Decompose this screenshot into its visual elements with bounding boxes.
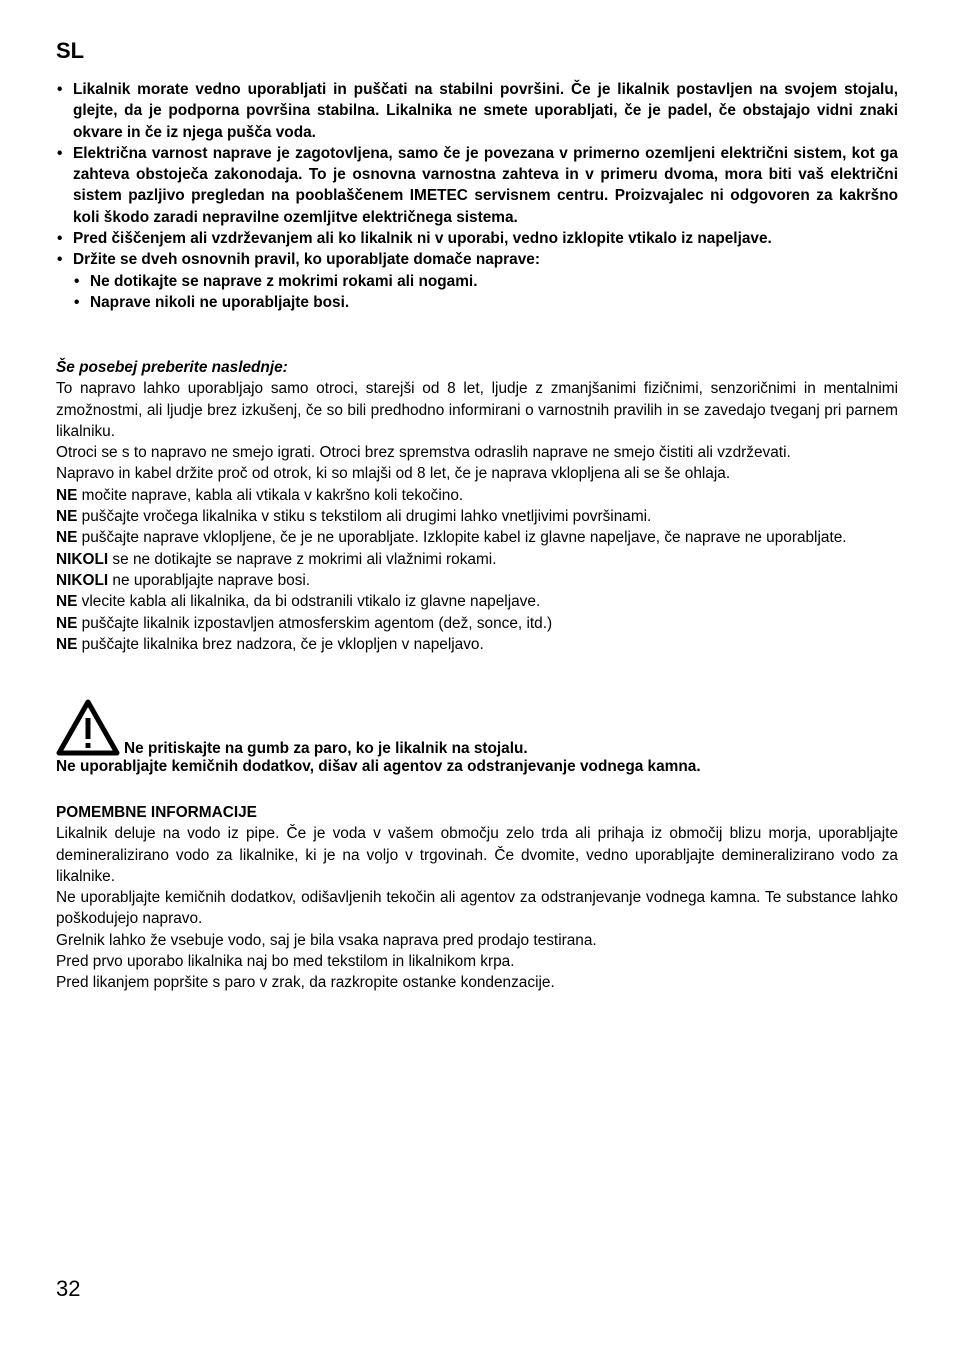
warning-line: Ne pritiskajte na gumb za paro, ko je likalnik na stojalu. (124, 739, 528, 757)
rule-line (56, 485, 898, 506)
paragraph: Pred prvo uporabo likalnika naj bo med tekstilom in likalnikom krpa. (56, 953, 515, 971)
rule-text: puščajte naprave vklopljene, če je ne uporabljate. Izklopite kabel iz glavne napeljave, če naprave ne uporabljate. (77, 529, 847, 547)
sub-bullet-list (73, 271, 898, 314)
important-info-section (56, 802, 898, 994)
rule-keyword: NIKOLI (56, 550, 109, 568)
paragraph: To napravo lahko uporabljajo samo otroci, starejši od 8 let, ljudje z zmanjšanimi fizičnimi, senzoričnimi in mentalnimi zmožnostmi, ali ljudje brez izkušenj, če so bili predhodno informirani o varnostnih pravilih in se zavedajo tveganj pri parnem likalniku. (56, 380, 898, 440)
rule-keyword: NIKOLI (56, 571, 109, 589)
warning-triangle-icon (56, 698, 120, 756)
bullet-item-text: Držite se dveh osnovnih pravil, ko uporabljate domače naprave: (73, 251, 540, 269)
rule-keyword: NE (56, 508, 78, 526)
bullet-item (56, 249, 898, 313)
rule-keyword: NE (56, 635, 78, 653)
paragraph: Napravo in kabel držite proč od otrok, ki so mlajši od 8 let, če je naprava vklopljena ali se še ohlaja. (56, 465, 731, 483)
paragraph: Pred likanjem popršite s paro v zrak, da razkropite ostanke kondenzacije. (56, 974, 555, 992)
rule-line (56, 570, 898, 591)
bullet-item: • Likalnik morate vedno uporabljati in puščati na stabilni površini. Če je likalnik postavljen na svojem stojalu, glejte, da je podporna površina stabilna. Likalnika ne smete uporabljati, če je padel, če obstajajo vidni znaki okvare in če iz njega pušča voda. (56, 79, 898, 143)
rule-text: ne uporabljajte naprave bosi. (108, 571, 311, 589)
special-notes-section (56, 357, 898, 655)
paragraph: Ne uporabljajte kemičnih dodatkov, odišavljenih tekočin ali agentov za odstranjevanje vodnega kamna. Te substance lahko poškodujejo napravo. (56, 889, 898, 928)
rule-text: se ne dotikajte se naprave z mokrimi ali vlažnimi rokami. (108, 550, 497, 568)
rule-keyword: NE (56, 614, 78, 632)
rule-line (56, 613, 898, 634)
language-code: SL (56, 38, 85, 63)
safety-bullet-list (56, 79, 898, 313)
paragraph: Likalnik deluje na vodo iz pipe. Če je voda v vašem območju zelo trda ali prihaja iz območij blizu morja, uporabljajte demineralizirano vodo za likalnike, ki je na voljo v trgovinah. Če dvomite, vedno uporabljajte demineralizirano vodo za likalnike. (56, 825, 898, 885)
rule-text: puščajte vročega likalnika v stiku s tekstilom ali drugimi lahko vnetljivimi površinami. (77, 508, 652, 526)
special-notes-title: Še posebej preberite naslednje: (56, 359, 288, 376)
rule-text: vlecite kabla ali likalnika, da bi odstranili vtikalo iz glavne napeljave. (77, 593, 541, 611)
rule-line (56, 634, 898, 655)
bullet-item: • Pred čiščenjem ali vzdrževanjem ali ko likalnik ni v uporabi, vedno izklopite vtikalo iz napeljave. (56, 228, 898, 249)
warning-line: Ne uporabljajte kemičnih dodatkov, dišav ali agentov za odstranjevanje vodnega kamna. (56, 758, 701, 775)
rule-keyword: NE (56, 486, 78, 504)
rule-line (56, 549, 898, 570)
rule-keyword: NE (56, 529, 78, 547)
rule-keyword: NE (56, 593, 78, 611)
paragraph: Grelnik lahko že vsebuje vodo, saj je bila vsaka naprava pred prodajo testirana. (56, 931, 597, 949)
warning-block (56, 698, 898, 777)
page-number: 32 (56, 1276, 81, 1301)
rule-text: močite naprave, kabla ali vtikala v kakršno koli tekočino. (77, 486, 464, 504)
important-info-title: POMEMBNE INFORMACIJE (56, 804, 257, 821)
rule-text: puščajte likalnik izpostavljen atmosferskim agentom (dež, sonce, itd.) (77, 614, 553, 632)
sub-bullet-item: • Ne dotikajte se naprave z mokrimi rokami ali nogami. (73, 271, 898, 292)
rule-text: puščajte likalnika brez nadzora, če je vklopljen v napeljavo. (77, 635, 484, 653)
bullet-item: • Električna varnost naprave je zagotovljena, samo če je povezana v primerno ozemljeni električni sistem, kot ga zahteva obstoječa zakonodaja. To je osnovna varnostna zahteva in v primeru dvoma, mora biti vaš električni sistem pazljivo pregledan na pooblaščenem IMETEC servisnem centru. Proizvajalec ni odgovoren za kakršno koli škodo zaradi nepravilne ozemljitve električnega sistema. (56, 143, 898, 228)
sub-bullet-item: • Naprave nikoli ne uporabljajte bosi. (73, 292, 898, 313)
rule-line (56, 506, 898, 527)
paragraph: Otroci se s to napravo ne smejo igrati. Otroci brez spremstva odraslih naprave ne smejo čistiti ali vzdrževati. (56, 444, 791, 462)
rule-line (56, 591, 898, 612)
rule-line (56, 527, 898, 548)
